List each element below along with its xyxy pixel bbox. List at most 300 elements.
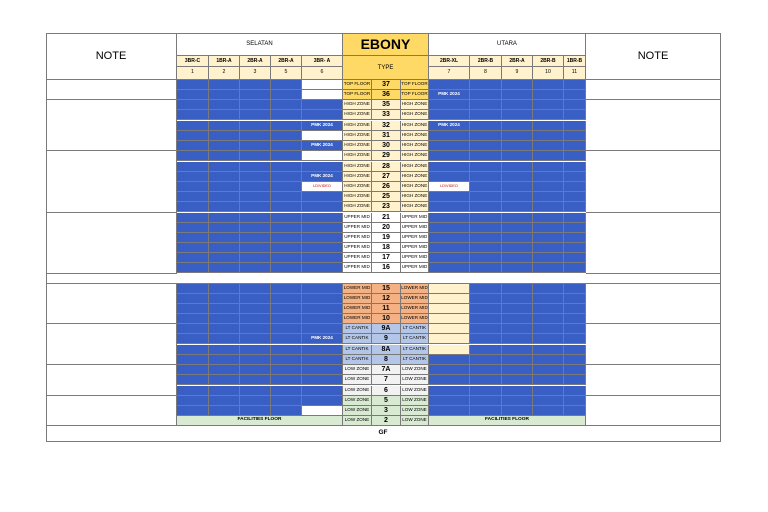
- unit-cell[interactable]: [533, 406, 564, 416]
- unit-cell[interactable]: [177, 110, 209, 120]
- unit-cell[interactable]: [302, 294, 343, 304]
- unit-cell[interactable]: [240, 365, 271, 375]
- unit-cell[interactable]: [502, 192, 533, 202]
- unit-cell[interactable]: [429, 345, 470, 355]
- unit-cell[interactable]: [429, 80, 470, 90]
- unit-cell[interactable]: [240, 162, 271, 172]
- unit-cell[interactable]: [209, 110, 240, 120]
- unit-cell[interactable]: [209, 121, 240, 131]
- unit-cell[interactable]: [271, 90, 302, 100]
- unit-cell[interactable]: [177, 253, 209, 263]
- unit-cell[interactable]: [209, 100, 240, 110]
- unit-cell[interactable]: [429, 162, 470, 172]
- unit-cell[interactable]: [502, 162, 533, 172]
- unit-cell[interactable]: [429, 223, 470, 233]
- unit-status-pmk[interactable]: PMK 2024: [302, 334, 343, 344]
- unit-cell[interactable]: [429, 151, 470, 161]
- unit-cell[interactable]: [470, 213, 502, 223]
- unit-cell[interactable]: [429, 172, 470, 182]
- unit-cell[interactable]: [209, 192, 240, 202]
- unit-cell[interactable]: [240, 192, 271, 202]
- unit-cell[interactable]: [502, 213, 533, 223]
- unit-cell[interactable]: [470, 90, 502, 100]
- unit-cell[interactable]: [177, 284, 209, 294]
- unit-cell[interactable]: [177, 213, 209, 223]
- unit-cell[interactable]: [502, 324, 533, 334]
- unit-cell[interactable]: [502, 253, 533, 263]
- unit-cell[interactable]: [533, 80, 564, 90]
- unit-cell[interactable]: [470, 324, 502, 334]
- unit-cell[interactable]: [564, 386, 586, 396]
- unit-cell[interactable]: [271, 345, 302, 355]
- unit-cell[interactable]: [470, 406, 502, 416]
- unit-cell[interactable]: [564, 192, 586, 202]
- unit-status-pmk[interactable]: PMK 2024: [302, 121, 343, 131]
- unit-cell[interactable]: [302, 243, 343, 253]
- unit-cell[interactable]: [502, 284, 533, 294]
- unit-cell[interactable]: [240, 243, 271, 253]
- unit-cell[interactable]: [271, 131, 302, 141]
- unit-cell[interactable]: [240, 345, 271, 355]
- unit-cell[interactable]: [470, 110, 502, 120]
- unit-cell[interactable]: [502, 386, 533, 396]
- unit-cell[interactable]: [271, 375, 302, 385]
- unit-cell[interactable]: [177, 121, 209, 131]
- unit-cell[interactable]: [271, 100, 302, 110]
- unit-cell[interactable]: [564, 162, 586, 172]
- unit-cell[interactable]: [429, 192, 470, 202]
- unit-cell[interactable]: [502, 365, 533, 375]
- unit-cell[interactable]: [564, 121, 586, 131]
- unit-cell[interactable]: [502, 90, 533, 100]
- unit-cell[interactable]: [302, 284, 343, 294]
- unit-cell[interactable]: [533, 396, 564, 406]
- unit-cell[interactable]: [240, 294, 271, 304]
- unit-cell[interactable]: [533, 334, 564, 344]
- unit-cell[interactable]: [502, 345, 533, 355]
- unit-cell[interactable]: [470, 182, 502, 192]
- unit-cell[interactable]: [209, 151, 240, 161]
- unit-cell[interactable]: [240, 213, 271, 223]
- unit-cell[interactable]: [502, 233, 533, 243]
- unit-cell[interactable]: [177, 375, 209, 385]
- unit-cell[interactable]: [564, 355, 586, 365]
- unit-cell[interactable]: [533, 172, 564, 182]
- unit-cell[interactable]: [502, 396, 533, 406]
- unit-cell[interactable]: [240, 90, 271, 100]
- unit-cell[interactable]: [209, 334, 240, 344]
- unit-cell[interactable]: [429, 334, 470, 344]
- unit-cell[interactable]: [209, 406, 240, 416]
- unit-cell[interactable]: [240, 386, 271, 396]
- unit-cell[interactable]: [177, 182, 209, 192]
- unit-cell[interactable]: [240, 324, 271, 334]
- unit-cell[interactable]: [564, 151, 586, 161]
- unit-cell[interactable]: [429, 253, 470, 263]
- unit-status-ldvideo[interactable]: LD/VIDEO: [429, 182, 470, 192]
- unit-cell[interactable]: [429, 396, 470, 406]
- unit-cell[interactable]: [271, 172, 302, 182]
- unit-cell[interactable]: [302, 355, 343, 365]
- unit-cell[interactable]: [209, 233, 240, 243]
- unit-cell[interactable]: [271, 162, 302, 172]
- unit-cell[interactable]: [240, 233, 271, 243]
- unit-cell[interactable]: [470, 233, 502, 243]
- unit-cell[interactable]: [470, 375, 502, 385]
- unit-cell[interactable]: [502, 294, 533, 304]
- unit-cell[interactable]: [470, 141, 502, 151]
- unit-cell[interactable]: [271, 213, 302, 223]
- unit-cell[interactable]: [470, 131, 502, 141]
- unit-cell[interactable]: [302, 324, 343, 334]
- unit-cell[interactable]: [271, 151, 302, 161]
- unit-cell[interactable]: [302, 304, 343, 314]
- unit-cell[interactable]: [502, 243, 533, 253]
- unit-cell[interactable]: [177, 365, 209, 375]
- unit-cell[interactable]: [271, 233, 302, 243]
- unit-cell[interactable]: [177, 304, 209, 314]
- unit-cell[interactable]: [533, 253, 564, 263]
- unit-cell[interactable]: [302, 263, 343, 273]
- unit-cell[interactable]: [177, 355, 209, 365]
- unit-cell[interactable]: [429, 365, 470, 375]
- unit-cell[interactable]: [271, 141, 302, 151]
- unit-cell[interactable]: [271, 223, 302, 233]
- unit-cell[interactable]: [470, 365, 502, 375]
- unit-cell[interactable]: [564, 202, 586, 212]
- unit-cell[interactable]: [502, 182, 533, 192]
- unit-cell[interactable]: [240, 202, 271, 212]
- unit-cell[interactable]: [271, 314, 302, 324]
- unit-cell[interactable]: [470, 202, 502, 212]
- unit-cell[interactable]: [302, 100, 343, 110]
- unit-cell[interactable]: [240, 375, 271, 385]
- unit-cell[interactable]: [564, 243, 586, 253]
- unit-cell[interactable]: [209, 304, 240, 314]
- unit-cell[interactable]: [564, 314, 586, 324]
- unit-cell[interactable]: [564, 182, 586, 192]
- unit-cell[interactable]: [240, 223, 271, 233]
- unit-cell[interactable]: [564, 375, 586, 385]
- unit-cell[interactable]: [502, 202, 533, 212]
- unit-cell[interactable]: [177, 233, 209, 243]
- unit-cell[interactable]: [564, 263, 586, 273]
- unit-cell[interactable]: [502, 355, 533, 365]
- unit-cell[interactable]: [470, 294, 502, 304]
- unit-cell[interactable]: [502, 263, 533, 273]
- unit-cell[interactable]: [271, 365, 302, 375]
- unit-cell[interactable]: [209, 131, 240, 141]
- unit-cell[interactable]: [564, 345, 586, 355]
- unit-cell[interactable]: [302, 162, 343, 172]
- unit-cell[interactable]: [502, 80, 533, 90]
- unit-cell[interactable]: [533, 223, 564, 233]
- unit-cell[interactable]: [271, 121, 302, 131]
- unit-cell[interactable]: [470, 334, 502, 344]
- unit-cell[interactable]: [564, 223, 586, 233]
- unit-cell[interactable]: [302, 223, 343, 233]
- unit-cell[interactable]: [209, 202, 240, 212]
- unit-cell[interactable]: [564, 100, 586, 110]
- unit-cell[interactable]: [564, 406, 586, 416]
- unit-cell[interactable]: [271, 396, 302, 406]
- unit-cell[interactable]: [502, 375, 533, 385]
- unit-cell[interactable]: [302, 386, 343, 396]
- unit-cell[interactable]: [533, 294, 564, 304]
- unit-cell[interactable]: [302, 131, 343, 141]
- unit-cell[interactable]: [302, 90, 343, 100]
- unit-cell[interactable]: [502, 172, 533, 182]
- unit-cell[interactable]: [271, 406, 302, 416]
- unit-cell[interactable]: [470, 162, 502, 172]
- unit-cell[interactable]: [429, 202, 470, 212]
- unit-cell[interactable]: [429, 324, 470, 334]
- unit-cell[interactable]: [209, 314, 240, 324]
- unit-cell[interactable]: [240, 100, 271, 110]
- unit-cell[interactable]: [302, 314, 343, 324]
- unit-cell[interactable]: [209, 90, 240, 100]
- unit-cell[interactable]: [564, 284, 586, 294]
- unit-cell[interactable]: [177, 263, 209, 273]
- unit-cell[interactable]: [177, 141, 209, 151]
- unit-cell[interactable]: [271, 182, 302, 192]
- unit-cell[interactable]: [240, 314, 271, 324]
- unit-cell[interactable]: [502, 121, 533, 131]
- unit-cell[interactable]: [240, 284, 271, 294]
- unit-cell[interactable]: [302, 202, 343, 212]
- unit-cell[interactable]: [177, 406, 209, 416]
- unit-cell[interactable]: [564, 80, 586, 90]
- unit-cell[interactable]: [470, 243, 502, 253]
- unit-cell[interactable]: [429, 131, 470, 141]
- unit-status-pmk[interactable]: PMK 2024: [429, 121, 470, 131]
- unit-cell[interactable]: [240, 253, 271, 263]
- unit-cell[interactable]: [271, 243, 302, 253]
- unit-cell[interactable]: [177, 223, 209, 233]
- unit-cell[interactable]: [429, 284, 470, 294]
- unit-cell[interactable]: [533, 90, 564, 100]
- unit-cell[interactable]: [177, 314, 209, 324]
- unit-cell[interactable]: [177, 202, 209, 212]
- unit-cell[interactable]: [271, 284, 302, 294]
- unit-cell[interactable]: [429, 386, 470, 396]
- unit-cell[interactable]: [533, 213, 564, 223]
- unit-cell[interactable]: [302, 110, 343, 120]
- unit-cell[interactable]: [429, 110, 470, 120]
- unit-cell[interactable]: [240, 355, 271, 365]
- unit-cell[interactable]: [470, 263, 502, 273]
- unit-cell[interactable]: [240, 396, 271, 406]
- unit-cell[interactable]: [209, 284, 240, 294]
- unit-cell[interactable]: [533, 202, 564, 212]
- unit-cell[interactable]: [429, 233, 470, 243]
- unit-cell[interactable]: [533, 110, 564, 120]
- unit-cell[interactable]: [533, 365, 564, 375]
- unit-cell[interactable]: [533, 345, 564, 355]
- unit-cell[interactable]: [177, 334, 209, 344]
- unit-cell[interactable]: [271, 192, 302, 202]
- unit-cell[interactable]: [470, 284, 502, 294]
- unit-cell[interactable]: [470, 314, 502, 324]
- unit-cell[interactable]: [564, 172, 586, 182]
- unit-cell[interactable]: [533, 121, 564, 131]
- unit-cell[interactable]: [564, 213, 586, 223]
- unit-cell[interactable]: [533, 192, 564, 202]
- unit-cell[interactable]: [302, 396, 343, 406]
- unit-cell[interactable]: [209, 365, 240, 375]
- unit-cell[interactable]: [564, 396, 586, 406]
- unit-cell[interactable]: [271, 263, 302, 273]
- unit-status-pmk[interactable]: PMK 2024: [302, 141, 343, 151]
- unit-cell[interactable]: [502, 223, 533, 233]
- unit-cell[interactable]: [209, 355, 240, 365]
- unit-cell[interactable]: [209, 345, 240, 355]
- unit-cell[interactable]: [271, 253, 302, 263]
- unit-cell[interactable]: [564, 365, 586, 375]
- unit-cell[interactable]: [271, 80, 302, 90]
- unit-cell[interactable]: [271, 334, 302, 344]
- unit-cell[interactable]: [271, 110, 302, 120]
- unit-cell[interactable]: [240, 304, 271, 314]
- unit-cell[interactable]: [533, 233, 564, 243]
- unit-cell[interactable]: [470, 100, 502, 110]
- unit-cell[interactable]: [429, 263, 470, 273]
- unit-cell[interactable]: [533, 162, 564, 172]
- unit-cell[interactable]: [429, 406, 470, 416]
- unit-cell[interactable]: [240, 80, 271, 90]
- unit-cell[interactable]: [533, 182, 564, 192]
- unit-cell[interactable]: [177, 386, 209, 396]
- unit-cell[interactable]: [209, 375, 240, 385]
- unit-cell[interactable]: [533, 314, 564, 324]
- unit-cell[interactable]: [429, 243, 470, 253]
- unit-cell[interactable]: [502, 304, 533, 314]
- unit-cell[interactable]: [271, 355, 302, 365]
- unit-cell[interactable]: [240, 141, 271, 151]
- unit-cell[interactable]: [502, 314, 533, 324]
- unit-cell[interactable]: [533, 243, 564, 253]
- unit-cell[interactable]: [177, 172, 209, 182]
- unit-cell[interactable]: [502, 131, 533, 141]
- unit-cell[interactable]: [302, 233, 343, 243]
- unit-cell[interactable]: [209, 162, 240, 172]
- unit-cell[interactable]: [302, 253, 343, 263]
- unit-cell[interactable]: [470, 253, 502, 263]
- unit-cell[interactable]: [429, 375, 470, 385]
- unit-cell[interactable]: [177, 131, 209, 141]
- unit-cell[interactable]: [209, 80, 240, 90]
- unit-cell[interactable]: [209, 141, 240, 151]
- unit-cell[interactable]: [564, 141, 586, 151]
- unit-cell[interactable]: [302, 80, 343, 90]
- unit-cell[interactable]: [240, 110, 271, 120]
- unit-cell[interactable]: [209, 263, 240, 273]
- unit-cell[interactable]: [429, 141, 470, 151]
- unit-cell[interactable]: [533, 355, 564, 365]
- unit-cell[interactable]: [533, 324, 564, 334]
- unit-cell[interactable]: [533, 284, 564, 294]
- unit-cell[interactable]: [502, 100, 533, 110]
- unit-cell[interactable]: [429, 355, 470, 365]
- unit-cell[interactable]: [429, 213, 470, 223]
- unit-cell[interactable]: [533, 263, 564, 273]
- unit-cell[interactable]: [470, 172, 502, 182]
- unit-cell[interactable]: [271, 324, 302, 334]
- unit-cell[interactable]: [533, 375, 564, 385]
- unit-cell[interactable]: [240, 182, 271, 192]
- unit-cell[interactable]: [177, 324, 209, 334]
- unit-cell[interactable]: [533, 386, 564, 396]
- unit-cell[interactable]: [240, 406, 271, 416]
- unit-cell[interactable]: [271, 202, 302, 212]
- unit-cell[interactable]: [564, 304, 586, 314]
- unit-cell[interactable]: [209, 324, 240, 334]
- unit-cell[interactable]: [240, 151, 271, 161]
- unit-cell[interactable]: [177, 151, 209, 161]
- unit-cell[interactable]: [209, 294, 240, 304]
- unit-cell[interactable]: [209, 253, 240, 263]
- unit-cell[interactable]: [564, 294, 586, 304]
- unit-cell[interactable]: [177, 90, 209, 100]
- unit-cell[interactable]: [470, 396, 502, 406]
- unit-cell[interactable]: [302, 365, 343, 375]
- unit-cell[interactable]: [302, 375, 343, 385]
- unit-cell[interactable]: [502, 406, 533, 416]
- unit-cell[interactable]: [209, 243, 240, 253]
- unit-cell[interactable]: [470, 355, 502, 365]
- unit-cell[interactable]: [564, 90, 586, 100]
- unit-cell[interactable]: [502, 141, 533, 151]
- unit-cell[interactable]: [564, 110, 586, 120]
- unit-cell[interactable]: [177, 345, 209, 355]
- unit-cell[interactable]: [177, 80, 209, 90]
- unit-cell[interactable]: [271, 386, 302, 396]
- unit-cell[interactable]: [209, 213, 240, 223]
- unit-cell[interactable]: [470, 192, 502, 202]
- unit-cell[interactable]: [177, 396, 209, 406]
- unit-cell[interactable]: [429, 304, 470, 314]
- unit-cell[interactable]: [470, 304, 502, 314]
- unit-cell[interactable]: [271, 294, 302, 304]
- unit-cell[interactable]: [177, 192, 209, 202]
- unit-cell[interactable]: [429, 294, 470, 304]
- unit-cell[interactable]: [564, 324, 586, 334]
- unit-cell[interactable]: [564, 131, 586, 141]
- unit-cell[interactable]: [177, 243, 209, 253]
- unit-cell[interactable]: [302, 151, 343, 161]
- unit-cell[interactable]: [502, 110, 533, 120]
- unit-cell[interactable]: [209, 396, 240, 406]
- unit-status-pmk[interactable]: PMK 2024: [429, 90, 470, 100]
- unit-cell[interactable]: [240, 172, 271, 182]
- unit-cell[interactable]: [209, 386, 240, 396]
- unit-cell[interactable]: [429, 314, 470, 324]
- unit-cell[interactable]: [209, 223, 240, 233]
- unit-cell[interactable]: [429, 100, 470, 110]
- unit-cell[interactable]: [240, 334, 271, 344]
- unit-cell[interactable]: [177, 162, 209, 172]
- unit-cell[interactable]: [533, 304, 564, 314]
- unit-cell[interactable]: [240, 131, 271, 141]
- unit-cell[interactable]: [240, 263, 271, 273]
- unit-cell[interactable]: [533, 151, 564, 161]
- unit-cell[interactable]: [533, 131, 564, 141]
- unit-cell[interactable]: [470, 345, 502, 355]
- unit-cell[interactable]: [302, 406, 343, 416]
- unit-cell[interactable]: [302, 192, 343, 202]
- unit-cell[interactable]: [502, 334, 533, 344]
- unit-cell[interactable]: [533, 141, 564, 151]
